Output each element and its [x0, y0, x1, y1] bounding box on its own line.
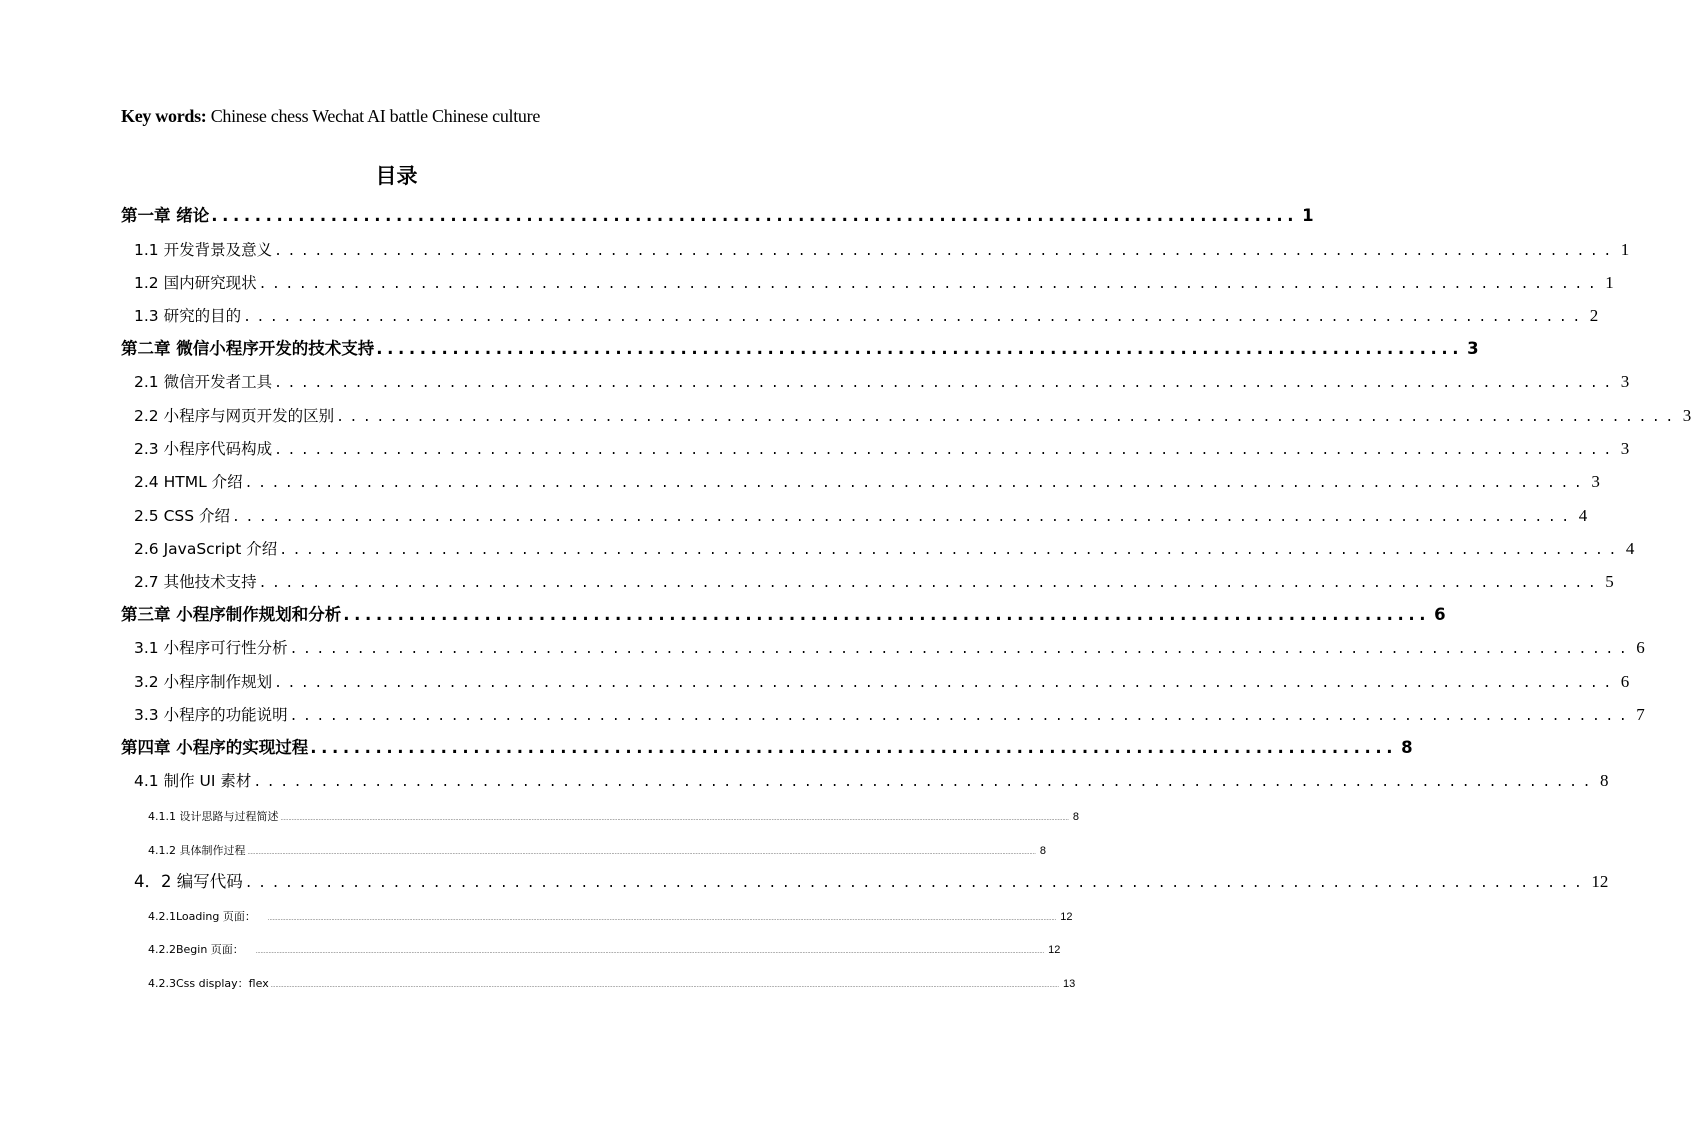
toc-entry[interactable]	[134, 536, 1635, 562]
toc-entry-label: 1.2 国内研究现状	[134, 274, 257, 292]
toc-entry-page: 3	[1620, 372, 1630, 391]
toc-entry-label: 2.1 微信开发者工具	[134, 373, 273, 391]
toc-entry-label: 2.6 JavaScript 介绍	[134, 540, 278, 558]
toc-entry[interactable]	[134, 237, 1630, 263]
toc-entry-page: 1	[1620, 240, 1630, 259]
toc-entry-label: 4.1 制作 UI 素材	[134, 772, 252, 790]
toc-entry-page: 6	[1620, 672, 1630, 691]
dot-leader: ....................................................................................................	[279, 543, 1622, 558]
toc-entry[interactable]	[134, 403, 1691, 429]
toc-entry-label: 3.3 小程序的功能说明	[134, 706, 288, 724]
toc-entry-label: 2.7 其他技术支持	[134, 573, 257, 591]
dot-leader: ....................................................................................................	[289, 642, 1633, 657]
toc-entry-page: 8	[1600, 771, 1609, 790]
toc-entry-label: 第四章 小程序的实现过程	[121, 738, 309, 757]
toc-entry[interactable]	[148, 909, 1073, 925]
dot-leader: ................................................................................................................................................................................................................................................................................................................................................................................................................................................................................................................	[270, 983, 1060, 989]
toc-entry-page: 4	[1578, 506, 1588, 525]
dot-leader: ....................................................................................................	[244, 876, 1588, 891]
toc-entry-label: 第三章 小程序制作规划和分析	[121, 605, 342, 624]
toc-entry[interactable]	[121, 336, 1479, 362]
toc-entry-page: 3	[1467, 339, 1479, 358]
toc-entry-page: 1	[1605, 273, 1614, 292]
toc-entry-page: 12	[1591, 872, 1609, 891]
toc-entry[interactable]	[134, 669, 1630, 695]
toc-entry-page: 8	[1072, 811, 1079, 823]
toc-entry[interactable]	[134, 569, 1614, 595]
toc-entry[interactable]	[148, 843, 1046, 859]
dot-leader: ....................................................................................................	[258, 277, 1602, 292]
toc-entry-page: 8	[1039, 845, 1046, 857]
dot-leader: ....................................................................................................	[289, 709, 1633, 724]
toc-entry-label: 4．2 编写代码	[134, 872, 243, 891]
dot-leader: ................................................................................................................................................................................................................................................................................................................................................................................................................................................................................................................	[267, 916, 1057, 922]
toc-entry[interactable]	[134, 369, 1630, 395]
toc-entry-page: 4	[1625, 539, 1635, 558]
dot-leader: ....................................................................................................	[211, 206, 1299, 225]
toc-entry[interactable]	[134, 702, 1645, 728]
toc-entry-page: 6	[1636, 638, 1645, 657]
toc-entry-label: 2.2 小程序与网页开发的区别	[134, 407, 335, 425]
toc-entry-label: 2.5 CSS 介绍	[134, 507, 231, 525]
toc-entry[interactable]	[134, 303, 1599, 329]
dot-leader: ....................................................................................................	[274, 676, 1617, 691]
toc-entry[interactable]	[134, 503, 1588, 529]
dot-leader: ....................................................................................................	[274, 376, 1617, 391]
dot-leader: ....................................................................................................	[376, 339, 1464, 358]
toc-entry-label: 3.1 小程序可行性分析	[134, 639, 288, 657]
toc-entry[interactable]	[148, 809, 1079, 825]
dot-leader: ....................................................................................................	[274, 244, 1617, 259]
toc-entry[interactable]	[134, 469, 1600, 495]
toc-entry-label: 2.3 小程序代码构成	[134, 440, 273, 458]
toc-entry-label: 1.3 研究的目的	[134, 307, 242, 325]
toc-entry-page: 13	[1063, 978, 1076, 990]
dot-leader: ....................................................................................................	[336, 410, 1679, 425]
toc-title: 目录	[375, 164, 418, 188]
dot-leader: ....................................................................................................	[244, 476, 1588, 491]
dot-leader: ................................................................................................................................................................................................................................................................................................................................................................................................................................................................................................................	[255, 949, 1045, 955]
toc-entry-label: 4.2.3Css display：flex	[148, 977, 269, 990]
toc-entry-page: 6	[1434, 605, 1446, 624]
toc-entry-label: 第二章 微信小程序开发的技术支持	[121, 339, 375, 358]
toc-entry[interactable]	[121, 735, 1413, 761]
toc-entry[interactable]	[134, 635, 1645, 661]
toc-entry-label: 4.1.1 设计思路与过程简述	[148, 810, 279, 823]
dot-leader: ................................................................................................................................................................................................................................................................................................................................................................................................................................................................................................................	[247, 850, 1036, 856]
dot-leader: ....................................................................................................	[258, 576, 1602, 591]
toc-entry-label: 第一章 绪论	[121, 206, 210, 225]
toc-entry[interactable]	[121, 602, 1446, 628]
toc-entry-page: 5	[1605, 572, 1614, 591]
toc-entry-label: 4.2.1Loading 页面：	[148, 910, 256, 923]
toc-entry-page: 7	[1636, 705, 1645, 724]
dot-leader: ................................................................................................................................................................................................................................................................................................................................................................................................................................................................................................................	[280, 816, 1069, 822]
toc-entry[interactable]	[134, 869, 1609, 895]
toc-entry-page: 8	[1401, 738, 1413, 757]
toc-entry[interactable]	[121, 203, 1314, 229]
toc-entry-page: 3	[1591, 472, 1600, 491]
dot-leader: ....................................................................................................	[343, 605, 1431, 624]
keywords-label: Key words:	[121, 106, 207, 126]
toc-entry-label: 1.1 开发背景及意义	[134, 241, 273, 259]
toc-entry-page: 3	[1620, 439, 1630, 458]
dot-leader: ....................................................................................................	[310, 738, 1398, 757]
toc-entry[interactable]	[148, 976, 1076, 992]
toc-entry-page: 2	[1589, 306, 1599, 325]
keywords-text: Chinese chess Wechat AI battle Chinese culture	[206, 106, 541, 126]
toc-entry[interactable]	[134, 768, 1609, 794]
toc-entry-label: 3.2 小程序制作规划	[134, 673, 273, 691]
toc-entry[interactable]	[134, 436, 1630, 462]
dot-leader: ....................................................................................................	[243, 310, 1586, 325]
toc-entry-label: 2.4 HTML 介绍	[134, 473, 243, 491]
dot-leader: ....................................................................................................	[232, 510, 1575, 525]
keywords-line	[121, 106, 540, 127]
toc-entry-label: 4.1.2 具体制作过程	[148, 844, 246, 857]
toc-entry-page: 12	[1048, 944, 1061, 956]
dot-leader: ....................................................................................................	[253, 775, 1597, 790]
dot-leader: ....................................................................................................	[274, 443, 1617, 458]
toc-entry-page: 3	[1682, 406, 1691, 425]
toc-entry[interactable]	[148, 942, 1061, 958]
toc-entry-page: 1	[1302, 206, 1314, 225]
toc-entry-label: 4.2.2Begin 页面：	[148, 943, 244, 956]
toc-entry-page: 12	[1060, 911, 1073, 923]
toc-entry[interactable]	[134, 270, 1614, 296]
